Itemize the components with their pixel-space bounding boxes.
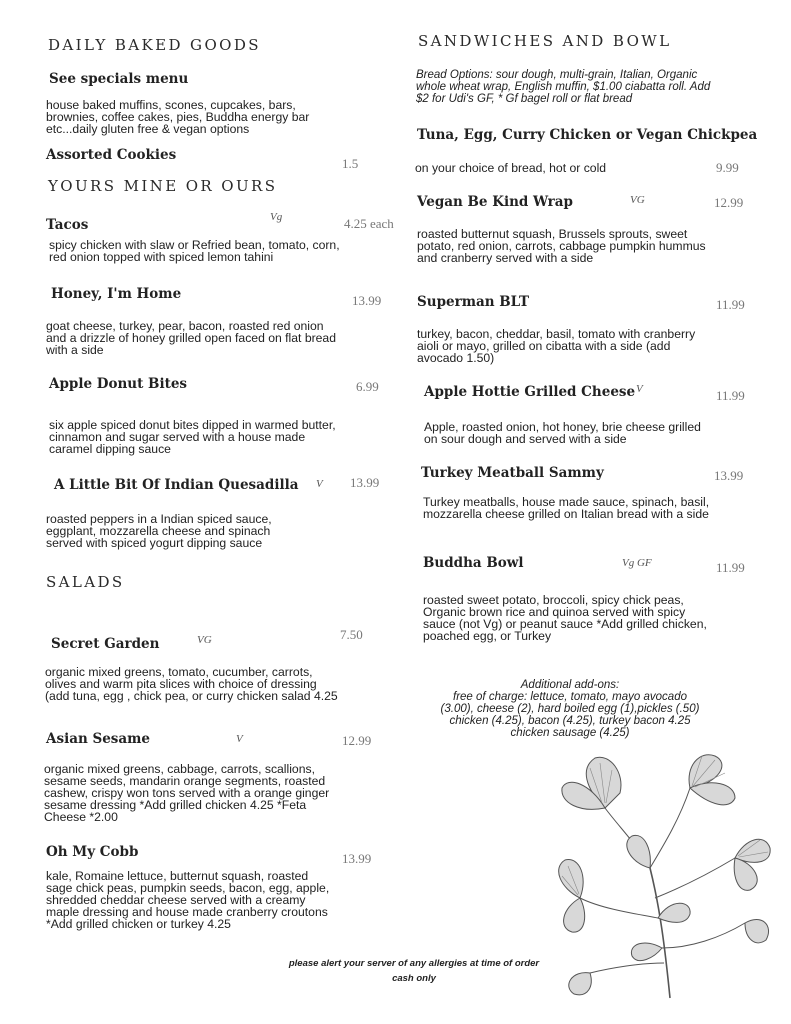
menu-item-description: organic mixed greens, tomato, cucumber, carrots, olives and warm pita slices with choice of dressing (add tuna, egg , chick pea, or curry chicken salad 4.25 (45, 665, 338, 703)
salads-heading: SALADS (46, 573, 125, 591)
menu-item-price: 13.99 (352, 293, 382, 308)
menu-item-price: 13.99 (714, 468, 744, 483)
menu-item-description: roasted butternut squash, Brussels sprouts, sweet potato, red onion, carrots, cabbage pumpkin hummus and cranberry served with a side (417, 227, 706, 265)
menu-item-name: Oh My Cobb (46, 844, 139, 860)
menu-item-price: 12.99 (342, 733, 372, 748)
menu-item-price: 13.99 (342, 851, 372, 866)
menu-item-name: Buddha Bowl (423, 555, 524, 571)
menu-item-description: Turkey meatballs, house made sauce, spinach, basil, mozzarella cheese grilled on Italian bread with a side (423, 495, 710, 521)
menu-item-description: goat cheese, turkey, pear, bacon, roasted red onion and a drizzle of honey grilled open faced on flat bread with a side (46, 319, 336, 357)
menu-item-description: roasted peppers in a Indian spiced sauce, eggplant, mozzarella cheese and spinach served with spiced yogurt dipping sauce (46, 512, 272, 550)
menu-item-price: 11.99 (716, 297, 745, 312)
menu-item-price: 11.99 (716, 560, 745, 575)
menu-item-price: 13.99 (350, 475, 380, 490)
menu-item-description: kale, Romaine lettuce, butternut squash, roasted sage chick peas, pumpkin seeds, bacon, egg, apple, shredded cheddar cheese served with a creamy maple dressing and house made cranberry croutons *Add grilled chicken or turkey 4.25 (46, 869, 330, 931)
menu-item-description: on your choice of bread, hot or cold (415, 161, 607, 175)
menu-item-name: Apple Hottie Grilled Cheese (424, 384, 636, 400)
menu-item-diet-tag: V (316, 478, 323, 490)
menu-item-name: Superman BLT (417, 294, 530, 310)
menu-item-name: Tuna, Egg, Curry Chicken or Vegan Chickpea (417, 127, 758, 143)
menu-item-price: 12.99 (714, 195, 744, 210)
menu-item-name: Asian Sesame (46, 731, 151, 747)
menu-item-description: turkey, bacon, cheddar, basil, tomato with cranberry aioli or mayo, grilled on cibatta with a side (add avocado 1.50) (417, 327, 696, 365)
menu-item-price: 7.50 (340, 627, 363, 642)
menu-item-name: Honey, I'm Home (51, 286, 182, 302)
menu-item-name: Vegan Be Kind Wrap (417, 194, 573, 210)
menu-item-name: A Little Bit Of Indian Quesadilla (54, 477, 299, 493)
addons-title: Additional add-ons: (520, 679, 620, 691)
menu-item-price: 4.25 each (344, 216, 394, 231)
menu-item-name: Secret Garden (51, 636, 160, 652)
menu-item-diet-tag: VG (197, 634, 212, 646)
bread-options-note: Bread Options: sour dough, multi-grain, Italian, Organic whole wheat wrap, English muffin, $1.00 ciabatta roll. Add $2 for Udi's GF, * Gf bagel roll or flat bread (416, 69, 711, 105)
assorted-cookies-price: 1.5 (342, 156, 359, 171)
menu-item-description: spicy chicken with slaw or Refried bean, tomato, corn, red onion topped with spiced lemon tahini (49, 238, 340, 264)
yours-mine-ours-heading: YOURS MINE OR OURS (48, 177, 278, 195)
menu-item-name: Turkey Meatball Sammy (421, 465, 604, 481)
menu-item-description: organic mixed greens, cabbage, carrots, scallions, sesame seeds, mandarin orange segments, roasted cashew, crispy won tons served with a orange ginger sesame dressing *Add grilled chicken 4.25 *Feta Cheese *2.00 (44, 762, 330, 824)
menu-item-diet-tag: Vg GF (622, 557, 652, 569)
assorted-cookies-name: Assorted Cookies (46, 147, 177, 163)
menu-item-diet-tag: V (636, 383, 643, 395)
menu-item-price: 6.99 (356, 379, 379, 394)
menu-item-description: roasted sweet potato, broccoli, spicy chick peas, Organic brown rice and quinoa served with spicy sauce (not Vg) or peanut sauce *Add grilled chicken, poached egg, or Turkey (423, 593, 707, 643)
daily-baked-goods-heading: DAILY BAKED GOODS (48, 36, 261, 54)
menu-item-price: 11.99 (716, 388, 745, 403)
ginkgo-leaf-illustration (550, 748, 776, 1010)
addons-list: free of charge: lettuce, tomato, mayo avocado (3.00), cheese (2), hard boiled egg (1),pickles (.50) chicken (4.25), bacon (4.25), turkey bacon 4.25 chicken sausage (4.25) (440, 691, 700, 739)
specials-menu-label: See specials menu (49, 71, 189, 87)
menu-item-diet-tag: VG (630, 194, 645, 206)
allergy-notice: please alert your server of any allergies at time of order (288, 958, 540, 969)
menu-item-price: 9.99 (716, 160, 739, 175)
menu-item-diet-tag: V (236, 733, 243, 745)
menu-item-name: Tacos (46, 217, 89, 233)
menu-item-description: six apple spiced donut bites dipped in warmed butter, cinnamon and sugar served with a house made caramel dipping sauce (49, 418, 336, 456)
baked-goods-description: house baked muffins, scones, cupcakes, bars, brownies, coffee cakes, pies, Buddha energy bar etc...daily gluten free & vegan options (46, 98, 310, 136)
menu-item-description: Apple, roasted onion, hot honey, brie cheese grilled on sour dough and served with a side (424, 420, 701, 446)
menu-item-diet-tag: Vg (270, 211, 283, 223)
sandwiches-bowl-heading: SANDWICHES AND BOWL (418, 32, 672, 50)
menu-item-name: Apple Donut Bites (49, 376, 188, 392)
cash-only-notice: cash only (392, 973, 436, 984)
